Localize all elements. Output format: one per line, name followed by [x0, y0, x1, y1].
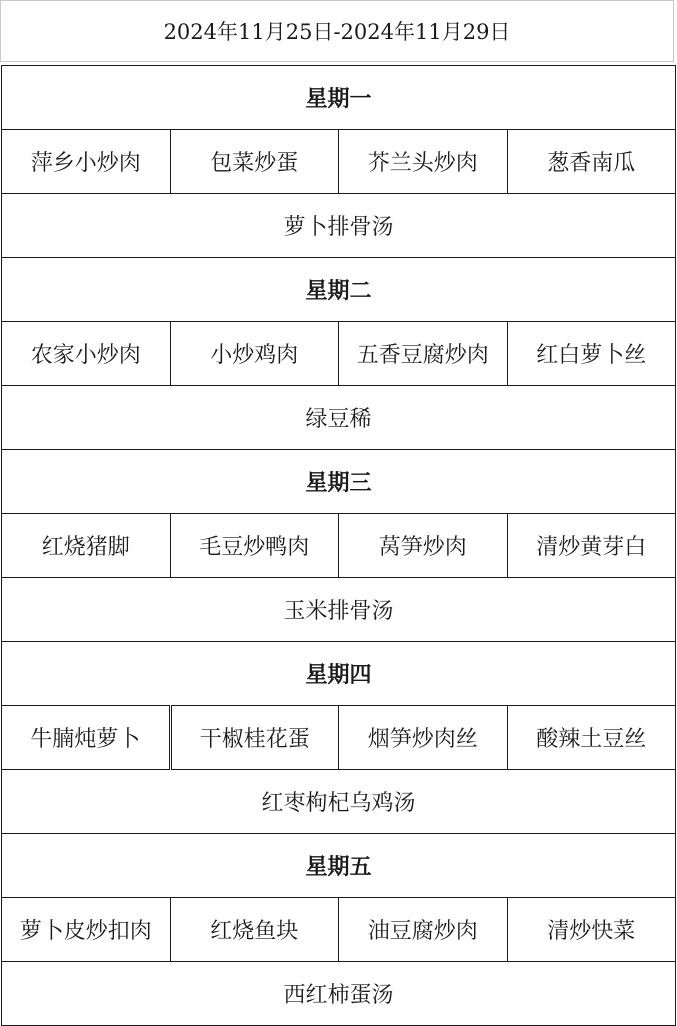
soup-cell: 绿豆稀 — [2, 386, 676, 450]
dish-cell: 莴笋炒肉 — [339, 514, 508, 578]
dish-cell: 萍乡小炒肉 — [2, 130, 171, 194]
dish-cell: 干椒桂花蛋 — [170, 706, 339, 770]
dish-cell: 葱香南瓜 — [507, 130, 676, 194]
day-section-tuesday — [1, 257, 676, 448]
dish-cell: 酸辣土豆丝 — [507, 706, 676, 770]
dish-cell: 小炒鸡肉 — [170, 322, 339, 386]
dish-cell: 包菜炒蛋 — [170, 130, 339, 194]
dish-cell: 红烧鱼块 — [170, 898, 339, 962]
dish-cell: 红烧猪脚 — [2, 514, 171, 578]
dish-cell: 牛腩炖萝卜 — [2, 706, 171, 770]
day-table — [1, 449, 676, 642]
dish-cell: 清炒快菜 — [507, 898, 676, 962]
day-heading: 星期一 — [2, 66, 676, 130]
dish-cell: 农家小炒肉 — [2, 322, 171, 386]
day-table — [1, 65, 676, 258]
day-heading: 星期四 — [2, 642, 676, 706]
day-table — [1, 641, 676, 834]
dish-cell: 油豆腐炒肉 — [339, 898, 508, 962]
day-heading: 星期三 — [2, 450, 676, 514]
dish-cell: 芥兰头炒肉 — [339, 130, 508, 194]
soup-cell: 萝卜排骨汤 — [2, 194, 676, 258]
soup-cell: 西红柿蛋汤 — [2, 962, 676, 1026]
day-heading: 星期五 — [2, 834, 676, 898]
day-heading: 星期二 — [2, 258, 676, 322]
dish-cell: 红白萝卜丝 — [507, 322, 676, 386]
soup-cell: 玉米排骨汤 — [2, 578, 676, 642]
soup-cell: 红枣枸杞乌鸡汤 — [2, 770, 676, 834]
day-table — [1, 833, 676, 1026]
day-section-thursday — [1, 641, 676, 832]
menu-date-range-title: 2024年11月25日-2024年11月29日 — [0, 0, 674, 62]
day-table — [1, 257, 676, 450]
dish-cell: 萝卜皮炒扣肉 — [2, 898, 171, 962]
day-section-wednesday — [1, 449, 676, 640]
day-section-monday — [1, 65, 676, 256]
dish-cell: 清炒黄芽白 — [507, 514, 676, 578]
dish-cell: 毛豆炒鸭肉 — [170, 514, 339, 578]
dish-cell: 五香豆腐炒肉 — [339, 322, 508, 386]
day-section-friday — [1, 833, 676, 1024]
dish-cell: 烟笋炒肉丝 — [339, 706, 508, 770]
